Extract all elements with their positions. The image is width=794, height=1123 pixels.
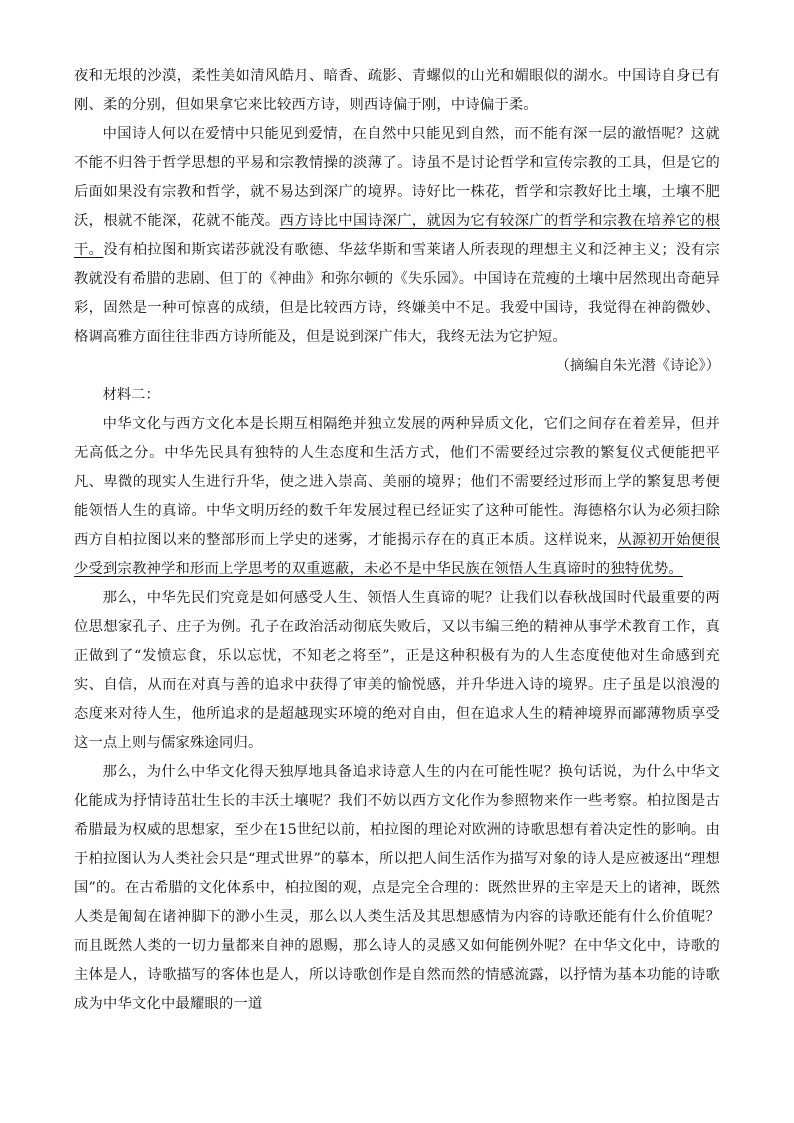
paragraph-plato-comparison: 那么，为什么中华文化得天独厚地具备追求诗意人生的内在可能性呢？换句话说，为什么中华文化能成为抒情诗茁壮生长的丰沃土壤呢？我们不妨以西方文化作为参照物来作一些考察。柏拉图是古希腊最为权威的思想家，至少在15世纪以前，柏拉图的理论对欧洲的诗歌思想有着决定性的影响。由于柏拉图认为人类社会只是“理式世界”的摹本，所以把人间生活作为描写对象的诗人是应被逐出“理想国”的。在古希腊的文化体系中，柏拉图的观，点是完全合理的：既然世界的主宰是天上的诸神，既然人类是匍匐在诸神脚下的渺小生灵，那么以人类生活及其思想感情为内容的诗歌还能有什么价值呢？而且既然人类的一切力量都来自神的恩赐，那么诗人的灵感又如何能例外呢？在中华文化中，诗歌的主体是人，诗歌描写的客体也是人，所以诗歌创作是自然而然的情感流露，以抒情为基本功能的诗歌成为中华文化中最耀眼的一道 [74,764,720,1012]
paragraph-text: 没有柏拉图和斯宾诺莎就没有歌德、华兹华斯和雪莱诸人所表现的理想主义和泛神主义；没有宗教就没有希腊的悲剧、但丁的《神曲》和弥尔顿的《失乐园》。中国诗在荒瘦的土壤中居然现出奇葩异彩，固然是一种可惊喜的成绩，但是比较西方诗，终嫌美中不足。我爱中国诗，我觉得在神韵微妙、格调高雅方面往往非西方诗所能及，但是说到深广伟大，我终无法为它护短。 [74,242,720,345]
paragraph-text: 中国诗人何以在爱情中只能见到爱情，在自然中只能见到自然，而不能有深一层的澈悟呢？这就不能不归咎于哲学思想的平易和宗教情操的淡薄了。诗虽不是讨论哲学和宣传宗教的工具，但是它的后面如果没有宗教和哲学，就不易达到深广的境界。诗好比一株花，哲学和宗教好比土壤，土壤不肥沃，根就不能深，花就不能茂。 [74,126,720,229]
source-citation: （摘编自朱光潜《诗论》） [555,358,720,374]
paragraph-continued: 夜和无垠的沙漠，柔性美如清风皓月、暗香、疏影、青螺似的山光和媚眼似的湖水。中国诗自身已有刚、柔的分别，但如果拿它来比较西方诗，则西诗偏于刚，中诗偏于柔。 [74,68,720,113]
underlined-sentence: 从源初开始便很少受到宗教神学和形而上学思考的双重遮蔽，未必不是中华民族在领悟人生真谛时的独特优势。 [74,532,720,577]
underlined-sentence: 西方诗比中国诗深广，就因为它有较深广的哲学和宗教在培养它的根干。 [74,213,720,258]
document-page [74,62,720,1019]
paragraph-poetry-depth [74,120,720,352]
paragraph-text: 中华文化与西方文化本是长期互相隔绝并独立发展的两种异质文化，它们之间存在着差异，但并无高低之分。中华先民具有独特的人生态度和生活方式，他们不需要经过宗教的繁复仪式便能把平凡、卑微的现实人生进行升华，使之进入崇高、美丽的境界；他们不需要经过形而上学的繁复思考便能领悟人生的真谛。中华文明历经的数千年发展过程已经证实了这种可能性。海德格尔认为必须扫除西方自柏拉图以来的整部形而上学史的迷雾，才能揭示存在的真正本质。这样说来， [74,416,720,548]
material-two-label: 材料二： [102,387,160,403]
paragraph-culture-difference [74,410,720,584]
paragraph-confucius-zhuangzi: 那么，中华先民们究竟是如何感受人生、领悟人生真谛的呢？让我们以春秋战国时代最重要的两位思想家孔子、庄子为例。孔子在政治活动彻底失败后，又以韦编三绝的精神从事学术教育工作，真正做到了“发愤忘食，乐以忘忧，不知老之将至”，正是这种积极有为的人生态度使他对生命感到充实、自信，从而在对真与善的追求中获得了审美的愉悦感，并升华进入诗的境界。庄子虽是以浪漫的态度来对待人生，他所追求的是超越现实环境的绝对自由，但在追求人生的精神境界而鄙薄物质享受这一点上则与儒家殊途同归。 [74,590,720,751]
